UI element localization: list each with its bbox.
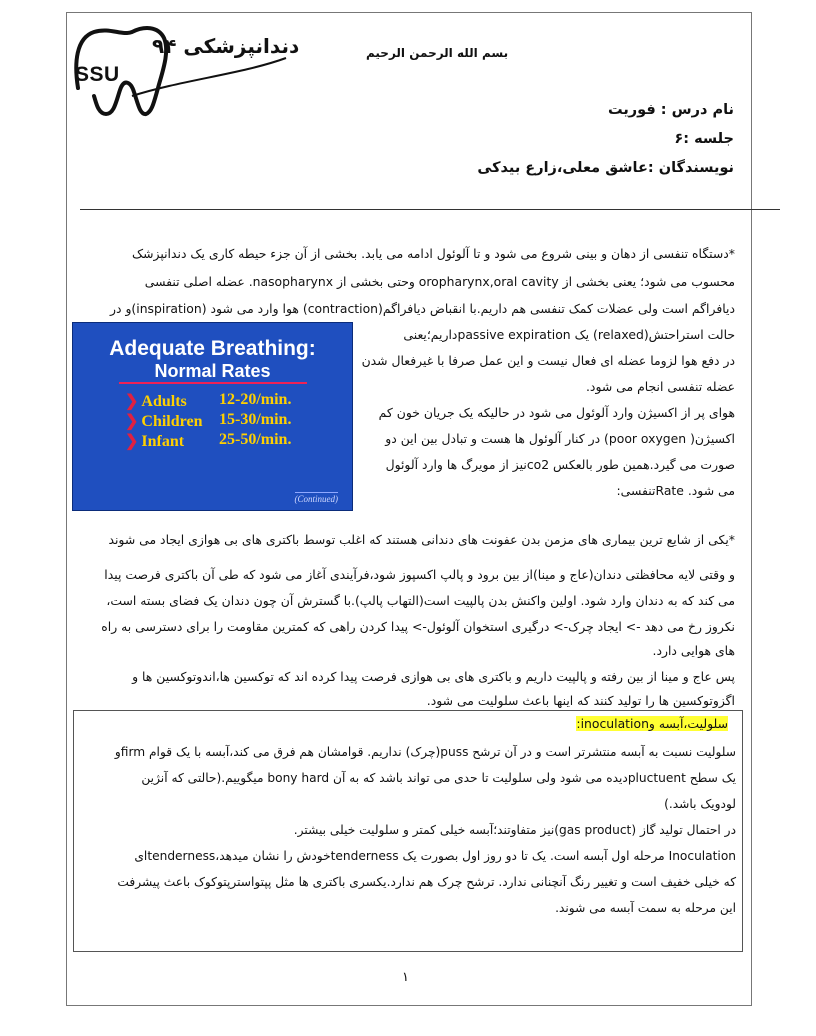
para1-line10: می شود. Rateتنفسی: bbox=[616, 483, 735, 498]
para1-line2: محسوب می شود؛ یعنی بخشی از oropharynx,oral cavity وحتی بخشی از nasopharynx. عضله اصلی تنفسی bbox=[144, 274, 735, 289]
para1-line6: عضله تنفسی انجام می شود. bbox=[585, 379, 735, 394]
para1-line4: حالت استراحتش(relaxed) یک passive expirationداریم؛یعنی bbox=[403, 327, 735, 342]
chevron-right-icon: ❯ bbox=[125, 413, 139, 430]
para1-line8: اکسیژن( poor oxygen) در کنار آلوئول ها هست و تبادل بین این دو bbox=[385, 431, 735, 446]
para1-line9: صورت می گیرد.همین طور بالعکس co2نیز از مویرگ ها وارد آلوئول bbox=[385, 457, 735, 472]
course-name: نام درس : فوریت bbox=[608, 102, 734, 118]
para2-line2: و وقتی لایه محافظتی دندان(عاج و مینا)از بین برود و پالپ اکسپوز شود،فرآیندی آغاز می شود که طی آن باکتری فرصت پیدا bbox=[104, 567, 735, 582]
slide-title: Adequate Breathing: bbox=[109, 337, 316, 360]
rate-value: 12-20/min. bbox=[219, 391, 292, 408]
para2-line3: می کند که به دندان وارد شود. اولین واکنش بدن پالپیت است(التهاب پالپ).با گسترش آن چون دندان یک فضای بسته است، bbox=[106, 593, 735, 608]
rate-row-infant bbox=[125, 431, 292, 451]
page-number: ۱ bbox=[402, 970, 409, 985]
para1-line7: هوای پر از اکسیژن وارد آلوئول می شود در حالیکه یک جریان خون کم bbox=[378, 405, 735, 420]
para2-line1: *یکی از شایع ترین بیماری های مزمن بدن عفونت های دندانی هستند که اغلب توسط باکتری های بی هوازی ایجاد می شوند bbox=[108, 532, 735, 547]
rate-label: Adults bbox=[141, 393, 187, 410]
rate-value: 25-50/min. bbox=[219, 431, 292, 448]
box-line: Inoculation مرحله اول آبسه است. یک تا دو روز اول بصورت یک tendernessخودش را نشان میدهد،tendernessای bbox=[134, 849, 736, 863]
logo-title: دندانپزشکی ۹۴ bbox=[152, 34, 300, 58]
breathing-rates-slide bbox=[72, 322, 353, 511]
box-body bbox=[82, 739, 736, 921]
box-line: سلولیت نسبت به آبسه منتشرتر است و در آن ترشح puss(چرک) نداریم. قوامشان هم فرق می کند،آبسه با یک قوام firmو bbox=[114, 745, 736, 759]
para1-line3: دیافراگم است ولی عضلات کمک تنفسی هم داریم.با انقباض دیافراگم(contraction) هوا وارد می شود (inspiration)و در bbox=[110, 301, 735, 316]
session-number: جلسه :۶ bbox=[674, 131, 734, 147]
authors: نویسندگان :عاشق معلی،زارع بیدکی bbox=[477, 160, 734, 176]
para1-line1: *دستگاه تنفسی از دهان و بینی شروع می شود و تا آلوئول ادامه می یابد. بخشی از آن جزء حیطه کاری یک دندانپزشک bbox=[132, 246, 735, 261]
box-heading: سلولیت،آبسه وinoculation: bbox=[576, 716, 728, 731]
para1-line5: در دفع هوا لزوما عضله ای فعال نیست و این عمل صرفا با غیرفعال شدن bbox=[361, 353, 735, 368]
rate-value: 15-30/min. bbox=[219, 411, 292, 428]
para2-line7: اگزوتوکسین ها را تولید کنند که اینها باعث سلولیت می شود. bbox=[426, 693, 735, 708]
logo-abbrev: SSU bbox=[75, 63, 120, 86]
box-line: یک سطح pluctuentدیده می شود ولی سلولیت تا حدی می تواند باشد که به آن bony hard میگوییم.(حالتی که آنژین bbox=[141, 771, 736, 785]
basmala: بسم الله الرحمن الرحیم bbox=[366, 46, 509, 60]
para2-line5: های هوایی دارد. bbox=[652, 643, 735, 658]
slide-underline bbox=[119, 382, 307, 384]
header-divider bbox=[80, 209, 780, 210]
slide-subtitle: Normal Rates bbox=[154, 361, 271, 381]
box-line: در احتمال تولید گاز (gas product)نیز متفاوتند؛آبسه خیلی کمتر و سلولیت خیلی بیشتر. bbox=[293, 823, 736, 837]
para2-line4: نکروز رخ می دهد -> ایجاد چرک-> درگیری استخوان آلوئول-> پیدا کردن راهی که کمترین مقاومت را برای دسترسی به راه bbox=[101, 619, 735, 634]
rate-row-adults bbox=[125, 391, 292, 411]
rate-label: Children bbox=[141, 413, 203, 430]
box-line: این مرحله به سمت آبسه می شوند. bbox=[555, 901, 736, 915]
rate-row-children bbox=[125, 411, 292, 431]
chevron-right-icon: ❯ bbox=[125, 433, 139, 450]
chevron-right-icon: ❯ bbox=[125, 393, 139, 410]
para2-line6: پس عاج و مینا از بین رفته و پالپیت داریم و باکتری های بی هوازی فرصت پیدا کرده اند که توکسین ها،اندوتوکسین ها و bbox=[132, 669, 735, 684]
box-line: لودویک باشد.) bbox=[664, 797, 736, 811]
slide-footer: (Continued) bbox=[294, 494, 338, 504]
rate-label: Infant bbox=[141, 433, 185, 450]
box-line: که خیلی خفیف است و تغییر رنگ آنچنانی ندارد. ترشح چرک هم ندارد.یکسری باکتری ها مثل پپتواسترپتوکوک باعث پیشرفت bbox=[117, 875, 736, 889]
